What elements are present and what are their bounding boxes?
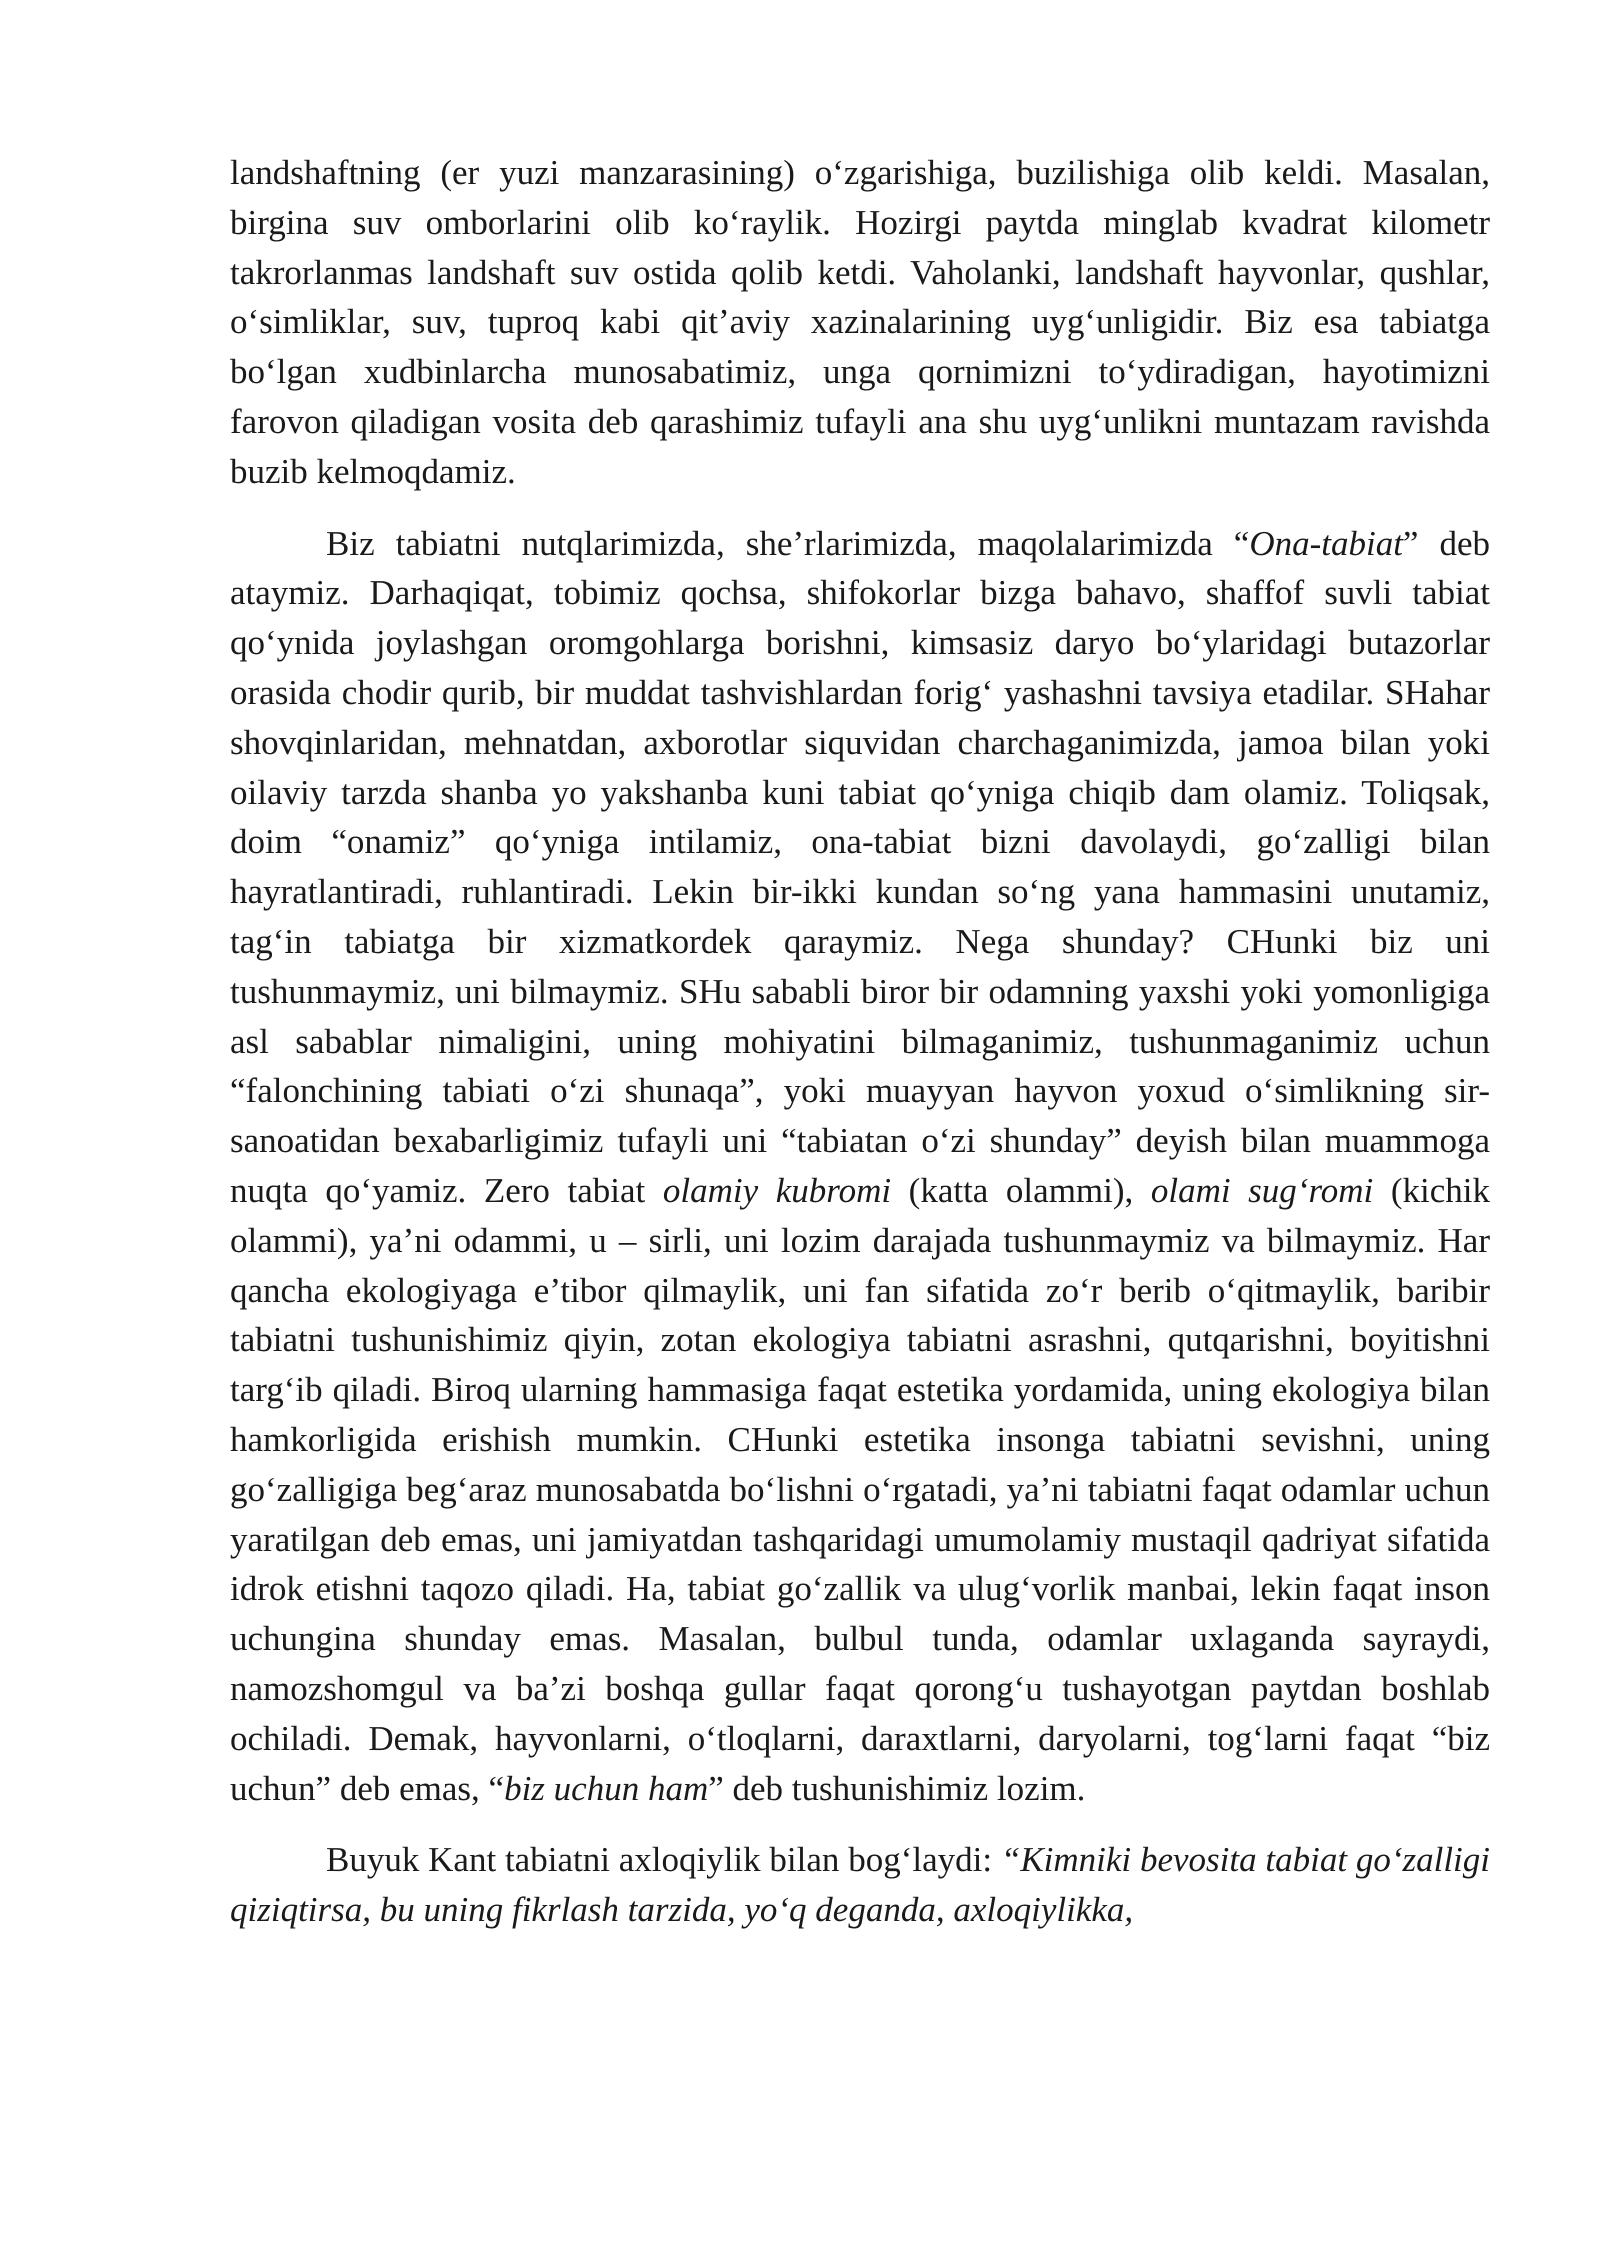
paragraph-text: ” deb tushunishimiz lozim.: [708, 1768, 1086, 1808]
kant-quote: “Kimniki bevosita tabiat go‘zalligi qiziqtirsa, bu uning fikrlash tarzida, yo‘q deganda, axloqiylikka,: [230, 1840, 1490, 1930]
italic-term: Ona-tabiat: [1249, 523, 1403, 563]
paragraph-text: landshaftning (er yuzi manzarasining) o‘zgarishiga, buzilishiga olib keldi. Masalan, birgina suv omborlarini olib ko‘raylik. Hozirgi paytda minglab kvadrat kilometr takrorlanmas landshaft suv ostida qolib ketdi. Vaholanki, landshaft hayvonlar, qushlar, o‘simliklar, suv, tuproq kabi qit’aviy xazinalarining uyg‘unligidir. Biz esa tabiatga bo‘lgan xudbinlarcha munosabatimiz, unga qornimizni to‘ydiradigan, hayotimizni farovon qiladigan vosita deb qarashimiz tufayli ana shu uyg‘unlikni muntazam ravishda buzib kelmoqdamiz.: [230, 153, 1490, 491]
paragraph-1: [230, 148, 1490, 497]
paragraph-3: [230, 1835, 1490, 1935]
paragraph-text: (kichik olammi), ya’ni odammi, u – sirli, uni lozim darajada tushunmaymiz va bilmaymiz. Har qancha ekologiyaga e’tibor qilmaylik, uni fan sifatida zo‘r berib o‘qitmaylik, baribir tabiatni tushunishimiz qiyin, zotan ekologiya tabiatni asrashni, qutqarishni, boyitishni targ‘ib qiladi. Biroq ularning hammasiga faqat estetika yordamida, uning ekologiya bilan hamkorligida erishish mumkin. CHunki estetika insonga tabiatni sevishni, uning go‘zalligiga beg‘araz munosabatda bo‘lishni o‘rgatadi, ya’ni tabiatni faqat odamlar uchun yaratilgan deb emas, uni jamiyatdan tashqaridagi umumolamiy mustaqil qadriyat sifatida idrok etishni taqozo qiladi. Ha, tabiat go‘zallik va ulug‘vorlik manbai, lekin faqat inson uchungina shunday emas. Masalan, bulbul tunda, odamlar uxlaganda sayraydi, namozshomgul va ba’zi boshqa gullar faqat qorong‘u tushayotgan paytdan boshlab ochiladi. Demak, hayvonlarni, o‘tloqlarni, daraxtlarni, daryolarni, tog‘larni faqat “biz uchun” deb emas, “: [230, 1170, 1491, 1808]
paragraph-text: (katta olammi),: [891, 1170, 1151, 1210]
italic-term: olamiy kubromi: [662, 1170, 892, 1210]
italic-term: olami sug‘romi: [1150, 1170, 1374, 1210]
italic-term: biz uchun ham: [504, 1768, 709, 1808]
paragraph-text: Buyuk Kant tabiatni axloqiylik bilan bog‘laydi:: [326, 1840, 1001, 1880]
document-page: [230, 148, 1490, 1935]
paragraph-text: ” deb ataymiz. Darhaqiqat, tobimiz qochsa, shifokorlar bizga bahavo, shaffof suvli tabiat qo‘ynida joylashgan oromgohlarga borishni, kimsasiz daryo bo‘ylaridagi butazorlar orasida chodir qurib, bir muddat tashvishlardan forig‘ yashashni tavsiya etadilar. SHahar shovqinlaridan, mehnatdan, axborotlar siquvidan charchaganimizda, jamoa bilan yoki oilaviy tarzda shanba yo yakshanba kuni tabiat qo‘yniga chiqib dam olamiz. Toliqsak, doim “onamiz” qo‘yniga intilamiz, ona-tabiat bizni davolaydi, go‘zalligi bilan hayratlantiradi, ruhlantiradi. Lekin bir-ikki kundan so‘ng yana hammasini unutamiz, tag‘in tabiatga bir xizmatkordek qaraymiz. Nega shunday? CHunki biz uni tushunmaymiz, uni bilmaymiz. SHu sababli biror bir odamning yaxshi yoki yomonligiga asl sabablar nimaligini, uning mohiyatini bilmaganimiz, tushunmaganimiz uchun “falonchining tabiati o‘zi shunaqa”, yoki muayyan hayvon yoxud o‘simlikning sir-sanoatidan bexabarligimiz tufayli uni “tabiatan o‘zi shunday” deyish bilan muammoga nuqta qo‘yamiz. Zero tabiat: [230, 523, 1490, 1210]
paragraph-2: [230, 519, 1490, 1814]
paragraph-text: Biz tabiatni nutqlarimizda, she’rlarimizda, maqolalarimizda “: [326, 523, 1250, 563]
